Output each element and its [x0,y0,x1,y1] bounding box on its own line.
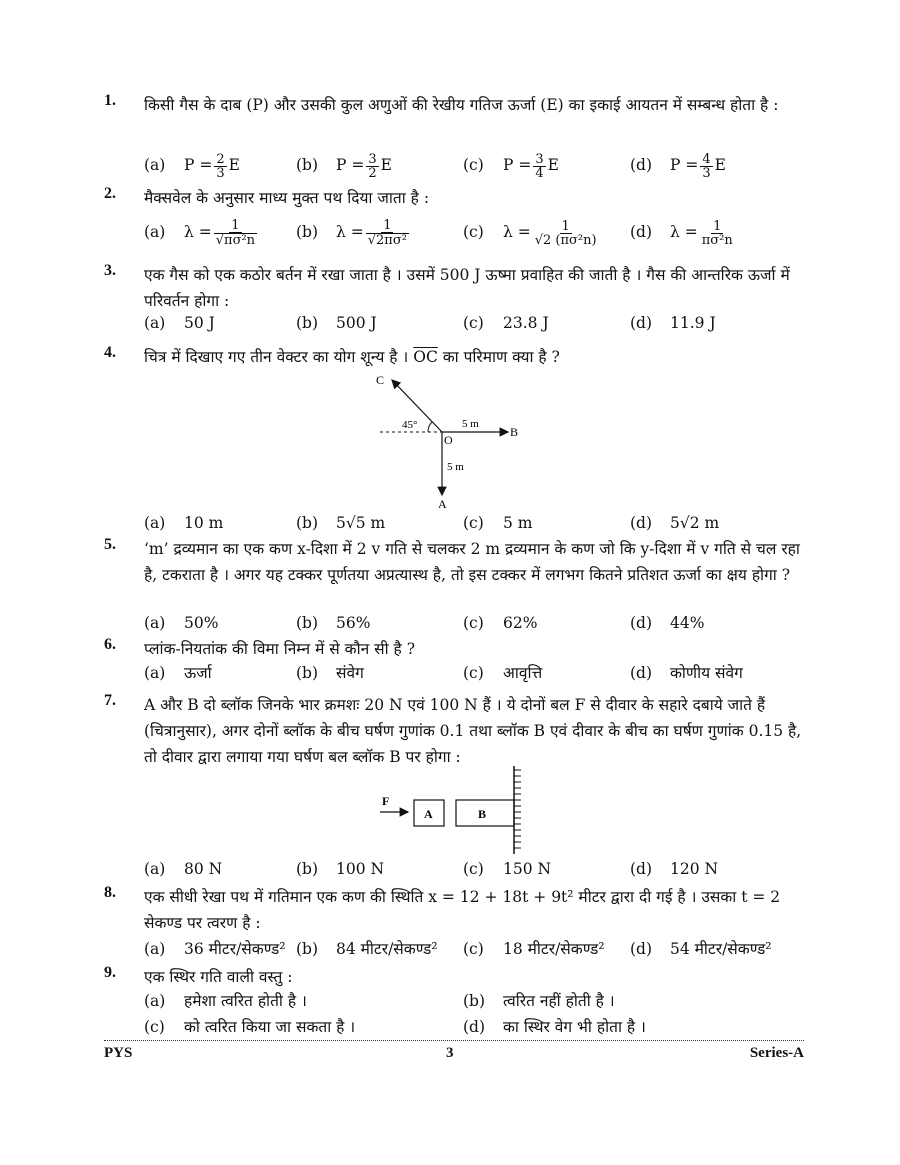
footer-code: PYS [104,1045,133,1061]
label-block-b: B [478,807,487,821]
option-c[interactable]: (c) P = $\frac{3}{4}$ E [463,151,559,181]
option-a[interactable]: (a) ऊर्जा [144,664,212,682]
option-d[interactable]: (d) का स्थिर वेग भी होता है । [463,1018,646,1036]
options-row [144,988,804,1016]
question-9 [104,964,804,1036]
question-text: चित्र में दिखाए गए तीन वेक्टर का योग शून्य है । $\overline{OC}$ का परिमाण क्या है ? [144,348,560,366]
option-a[interactable]: (a) 50 J [144,314,215,332]
label-force: F [382,794,390,808]
question-number: 1. [104,92,116,109]
question-number: 6. [104,636,116,653]
option-a[interactable]: (a) 50% [144,614,219,632]
option-d[interactable]: (d) 11.9 J [630,314,716,332]
label-oa: 5 m [447,461,464,473]
question-4 [104,344,804,370]
label-b: B [510,425,519,439]
options-row [144,510,804,538]
question-text: एक स्थिर गति वाली वस्तु : [144,968,293,986]
question-7-options [104,856,804,884]
option-d[interactable]: (d) 54 मीटर/सेकण्ड² [630,940,772,958]
question-6 [104,636,804,682]
question-8 [104,884,804,958]
option-c[interactable]: (c) 23.8 J [463,314,549,332]
question-text: ‘m’ द्रव्यमान का एक कण x-दिशा में 2 v गति से चलकर 2 m द्रव्यमान के कण जो कि y-दिशा में v गति से चल रहा है, टकराता है । अगर यह टक्कर पूर्णतया अप्रत्यास्थ है, तो इस टक्कर में लगभग कितने प्रतिशत ऊर्जा का क्षय होगा ? [144,540,800,584]
question-7 [104,692,804,770]
question-text: मैक्सवेल के अनुसार माध्य मुक्त पथ दिया जाता है : [144,189,430,207]
label-a: A [438,497,447,511]
option-a[interactable]: (a) हमेशा त्वरित होती है । [144,992,307,1010]
options-row [144,856,804,884]
label-angle: 45° [402,419,418,431]
option-a[interactable]: (a) 36 मीटर/सेकण्ड² [144,940,286,958]
option-d[interactable]: (d) 5√2 m [630,514,720,532]
question-text: किसी गैस के दाब (P) और उसकी कुल अणुओं की रेखीय गतिज ऊर्जा (E) का इकाई आयतन में सम्बन्ध होता है : [144,96,779,114]
wall-hatching [514,770,521,848]
option-d[interactable]: (d) P = $\frac{4}{3}$ E [630,151,726,181]
blocks-diagram [374,764,534,856]
option-c[interactable]: (c) λ = $\frac{1}{\text{√2 (πσ²n)}}$ [463,218,597,248]
option-b[interactable]: (b) λ = $\frac{1}{\text{√2πσ²}}$ [296,218,407,248]
option-d[interactable]: (d) 44% [630,614,705,632]
options-row [144,660,804,688]
label-c: C [376,373,385,387]
options-row [144,152,804,180]
options-row [144,610,804,638]
label-o: O [444,433,453,447]
question-number: 4. [104,344,116,361]
option-a[interactable]: (a) P = $\frac{2}{3}$ E [144,151,240,181]
option-c[interactable]: (c) 5 m [463,514,533,532]
vector-diagram [370,370,530,512]
question-text: प्लांक-नियतांक की विमा निम्न में से कौन सी है ? [144,640,416,658]
option-b[interactable]: (b) संवेग [296,664,364,682]
question-number: 2. [104,185,116,202]
options-row [144,310,804,338]
question-3 [104,262,804,332]
option-a[interactable]: (a) 80 N [144,860,223,878]
option-b[interactable]: (b) P = $\frac{3}{2}$ E [296,151,392,181]
question-text: एक सीधी रेखा पथ में गतिमान एक कण की स्थिति x = 12 + 18t + 9t² मीटर द्वारा दी गई है । उसका t = 2 सेकण्ड पर त्वरण है : [144,888,781,932]
question-text: एक गैस को एक कठोर बर्तन में रखा जाता है । उसमें 500 J ऊष्मा प्रवाहित की जाती है । गैस की आन्तरिक ऊर्जा में परिवर्तन होगा : [144,266,790,310]
label-ob: 5 m [462,418,479,430]
option-c[interactable]: (c) 150 N [463,860,552,878]
question-number: 5. [104,536,116,553]
question-number: 8. [104,884,116,901]
question-number: 9. [104,964,116,981]
option-a[interactable]: (a) λ = $\frac{1}{\text{√πσ²n}}$ [144,218,256,248]
question-number: 3. [104,262,116,279]
question-text: A और B दो ब्लॉक जिनके भार क्रमशः 20 N एवं 100 N हैं । ये दोनों बल F से दीवार के सहारे दबाये जाते हैं (चित्रानुसार), अगर दोनों ब्लॉक के बीच घर्षण गुणांक 0.1 तथा ब्लॉक B एवं दीवार के बीच का घर्षण गुणांक 0.15 है, तो दीवार द्वारा लगाया गया घर्षण बल ब्लॉक B पर होगा : [144,696,802,766]
label-block-a: A [424,807,433,821]
option-b[interactable]: (b) त्वरित नहीं होती है । [463,992,615,1010]
options-row [144,936,804,964]
option-b[interactable]: (b) 5√5 m [296,514,386,532]
option-b[interactable]: (b) 84 मीटर/सेकण्ड² [296,940,438,958]
options-row [144,1014,804,1042]
option-d[interactable]: (d) 120 N [630,860,719,878]
option-d[interactable]: (d) कोणीय संवेग [630,664,743,682]
option-c[interactable]: (c) 62% [463,614,538,632]
option-c[interactable]: (c) को त्वरित किया जा सकता है । [144,1018,356,1036]
option-a[interactable]: (a) 10 m [144,514,224,532]
question-1 [104,92,804,181]
series-label: Series-A [749,1045,804,1061]
options-row [144,219,804,247]
question-number: 7. [104,692,116,709]
option-b[interactable]: (b) 56% [296,614,371,632]
option-c[interactable]: (c) आवृत्ति [463,664,543,682]
option-b[interactable]: (b) 500 J [296,314,377,332]
option-d[interactable]: (d) λ = $\frac{1}{\text{πσ²n}}$ [630,218,733,248]
vector-oc: $\overline{OC}$ [413,348,438,366]
page-footer [104,1040,804,1071]
option-c[interactable]: (c) 18 मीटर/सेकण्ड² [463,940,605,958]
question-4-options [104,510,804,538]
question-5 [104,536,804,632]
question-2 [104,185,804,248]
page-number: 3 [446,1045,454,1061]
option-b[interactable]: (b) 100 N [296,860,385,878]
